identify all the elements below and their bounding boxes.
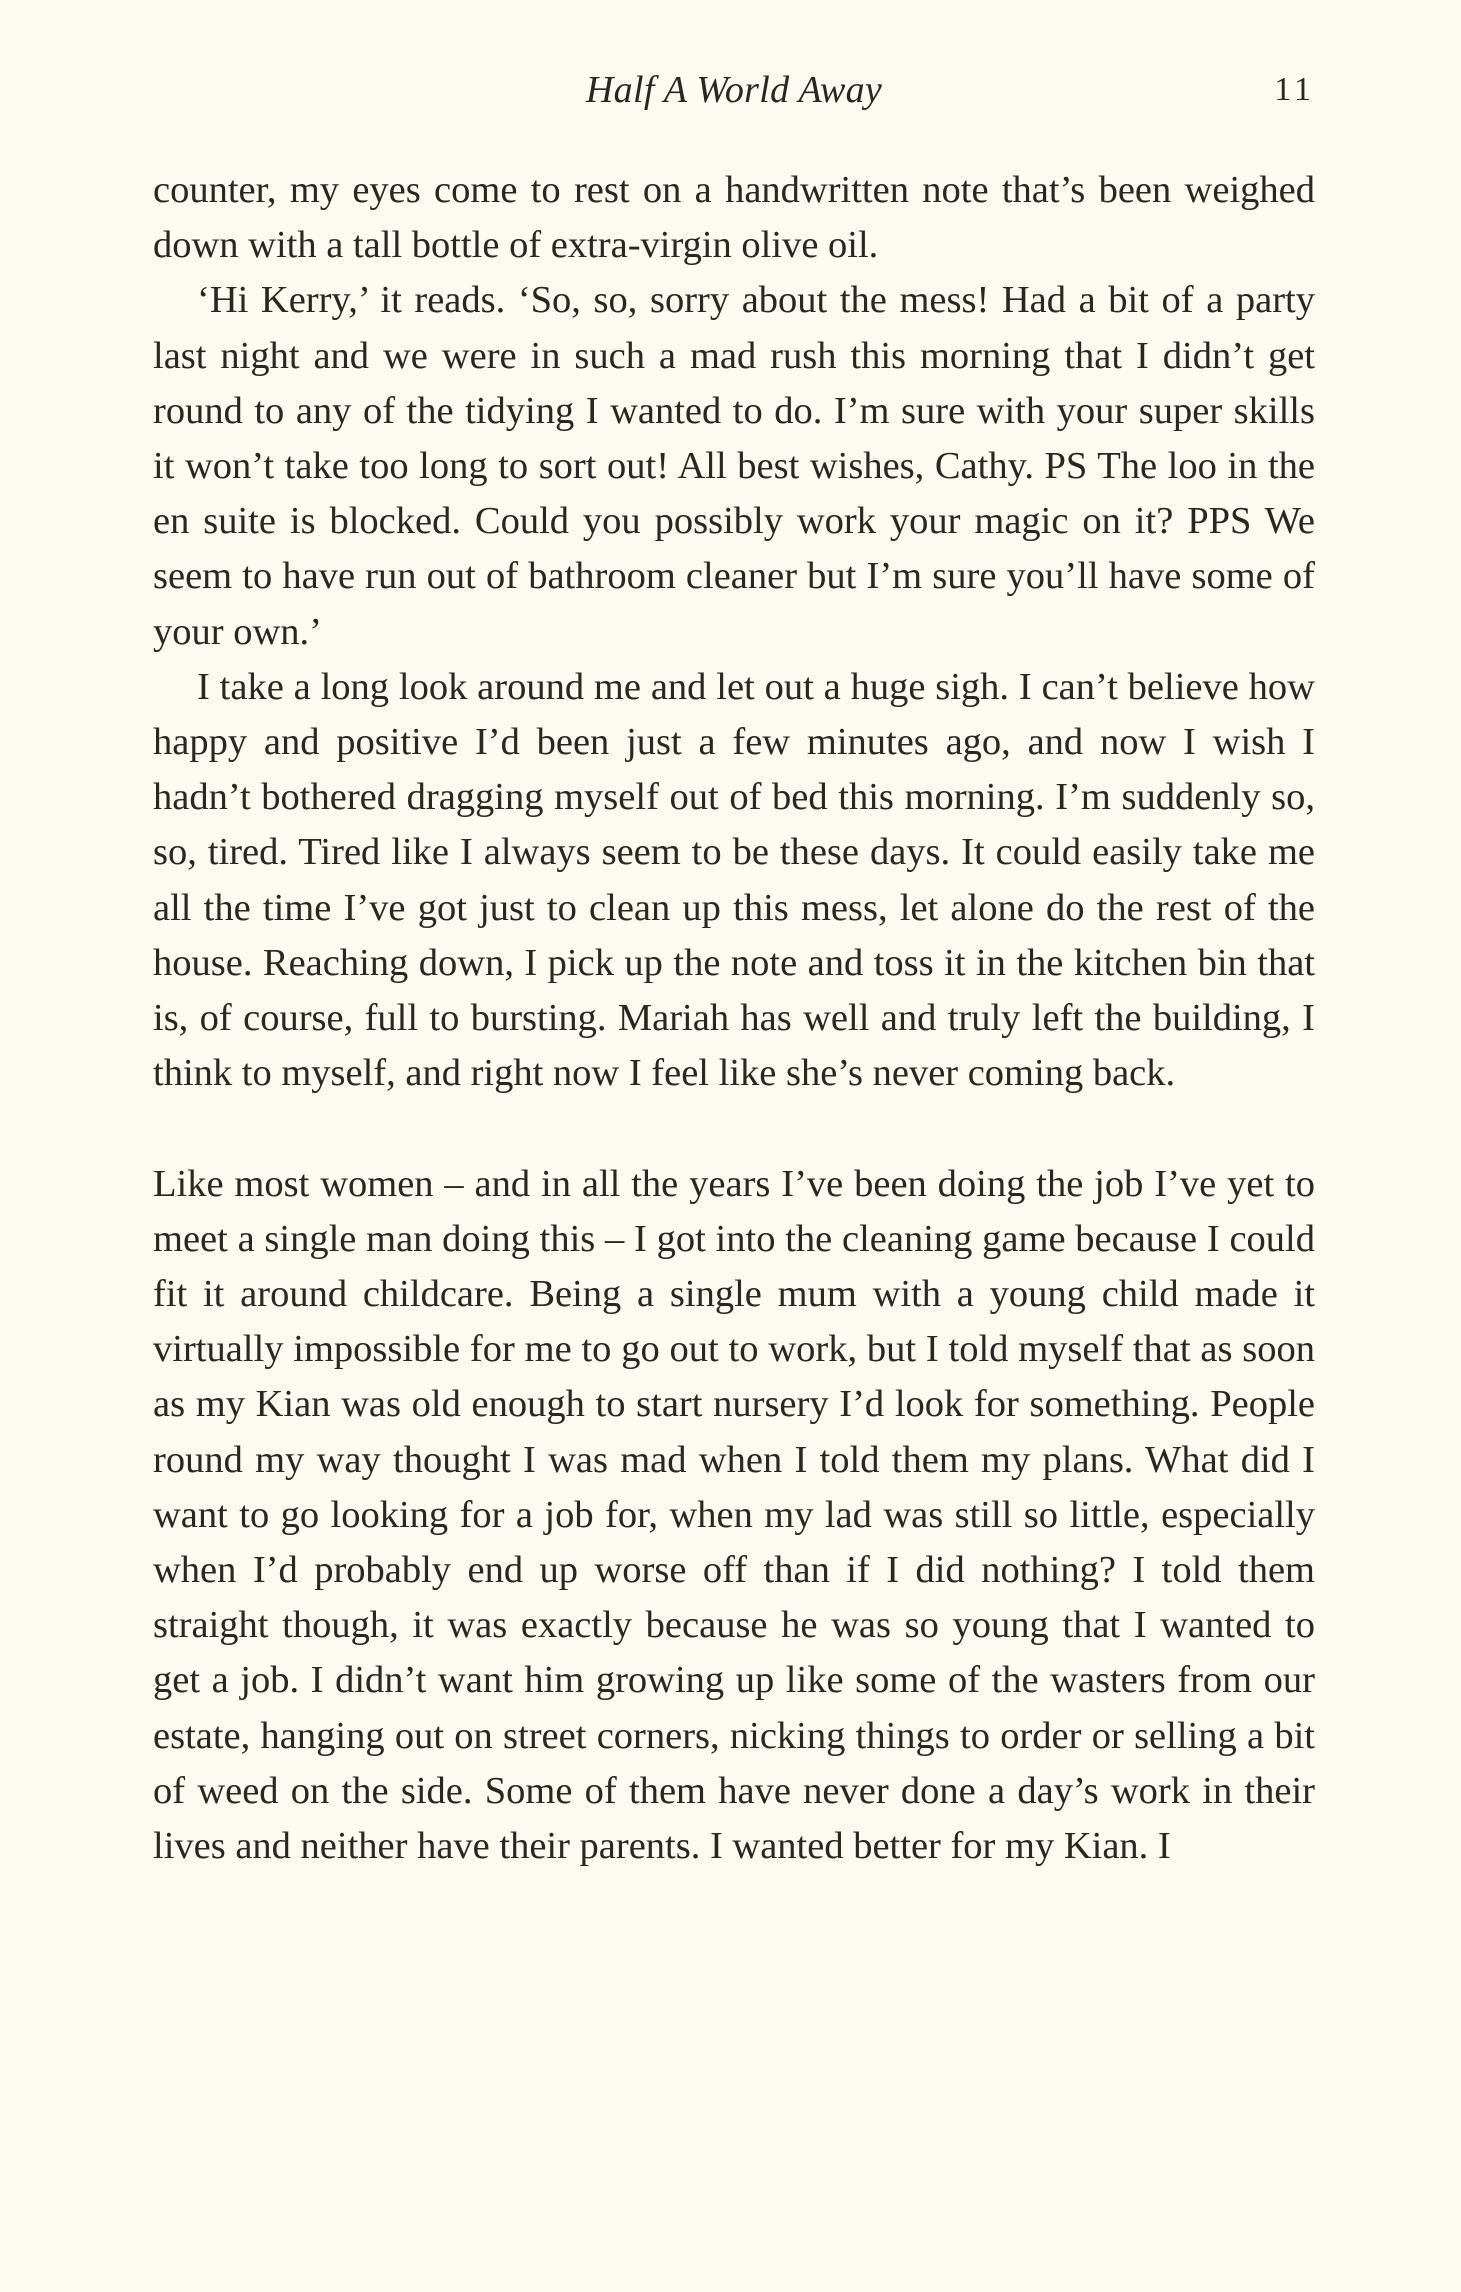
paragraph-section-start: Like most women – and in all the years I’ve been doing the job I’ve yet to meet a single man doing this – I got into the cleaning game because I could fit it around childcare. Being a single mum with a young child made it virtually impossible for me to go out to work, but I told myself that as soon as my Kian was old enough to start nursery I’d look for something. People round my way thought I was mad when I told them my plans. What did I want to go looking for a job for, when my lad was still so little, especially when I’d probably end up worse off than if I did nothing? I told them straight though, it was exactly because he was so young that I wanted to get a job. I didn’t want him growing up like some of the wasters from our estate, hanging out on street corners, nicking things to order or selling a bit of weed on the side. Some of them have never done a day’s work in their lives and neither have their parents. I wanted better for my Kian. I <box>153 1162 1315 1868</box>
running-head <box>153 60 1315 130</box>
paragraph-continued: counter, my eyes come to rest on a handwritten note that’s been weighed down with a tall bottle of extra-virgin olive oil. <box>153 169 1315 267</box>
body-text <box>153 163 1315 1874</box>
paragraph-note: ‘Hi Kerry,’ it reads. ‘So, so, sorry about the mess! Had a bit of a party last night and we were in such a mad rush this morning that I didn’t get round to any of the tidying I wanted to do. I’m sure with your super skills it won’t take too long to sort out! All best wishes, Cathy. PS The loo in the en suite is blocked. Could you possibly work your magic on it? PPS We seem to have run out of bathroom cleaner but I’m sure you’ll have some of your own.’ <box>153 279 1315 653</box>
section-break <box>153 1101 1315 1156</box>
page-number: 11 <box>1274 71 1315 108</box>
paragraph: I take a long look around me and let out a huge sigh. I can’t believe how happy and positive I’d been just a few minutes ago, and now I wish I hadn’t bothered dragging myself out of bed this morning. I’m suddenly so, so, tired. Tired like I always seem to be these days. It could easily take me all the time I’ve got just to clean up this mess, let alone do the rest of the house. Reaching down, I pick up the note and toss it in the kitchen bin that is, of course, full to bursting. Mariah has well and truly left the building, I think to myself, and right now I feel like she’s never coming back. <box>153 665 1315 1095</box>
running-title: Half A World Away <box>585 69 883 111</box>
